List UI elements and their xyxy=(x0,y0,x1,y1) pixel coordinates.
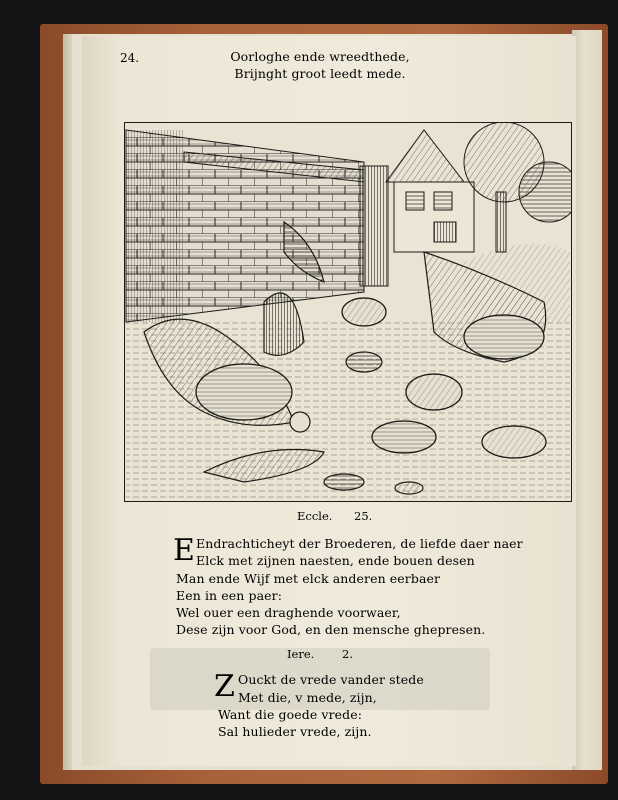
verse-1-line-2: Elck met zijnen naesten, ende bouen desen xyxy=(196,553,475,568)
verse-1-line-4: Een in een paer: xyxy=(176,588,283,603)
facing-page-edge xyxy=(572,30,602,770)
engraving-illustration xyxy=(124,122,572,502)
page-number: 24. xyxy=(120,51,140,65)
verse-1-initial: E xyxy=(173,533,195,568)
verse-2-line-2: Met die, v mede, zijn, xyxy=(238,690,377,705)
reference-1-book: Eccle. xyxy=(297,509,333,523)
verse-2-line-1: Ouckt de vrede vander stede xyxy=(238,672,424,687)
verse-1-line-3: Man ende Wijf met elck anderen eerbaer xyxy=(176,571,441,586)
verse-2-line-3: Want die goede vrede: xyxy=(218,707,363,722)
verse-2-line-4: Sal hulieder vrede, zijn. xyxy=(218,724,372,739)
reference-1-chapter: 25. xyxy=(354,509,373,523)
verse-1-line-5: Wel ouer een draghende voorwaer, xyxy=(176,605,401,620)
verse-1-line-1: Endrachticheyt der Broederen, de liefde daer naer xyxy=(196,536,523,551)
verse-1-line-6: Dese zijn voor God, en den mensche ghepresen. xyxy=(176,622,486,637)
reference-2-chapter: 2. xyxy=(342,647,353,661)
headline-line-1: Oorloghe ende wreedthede, xyxy=(230,49,410,64)
headline-line-2: Brijnght groot leedt mede. xyxy=(234,66,406,81)
reference-2-book: Iere. xyxy=(287,647,315,661)
verse-2-initial: Z xyxy=(214,669,235,704)
